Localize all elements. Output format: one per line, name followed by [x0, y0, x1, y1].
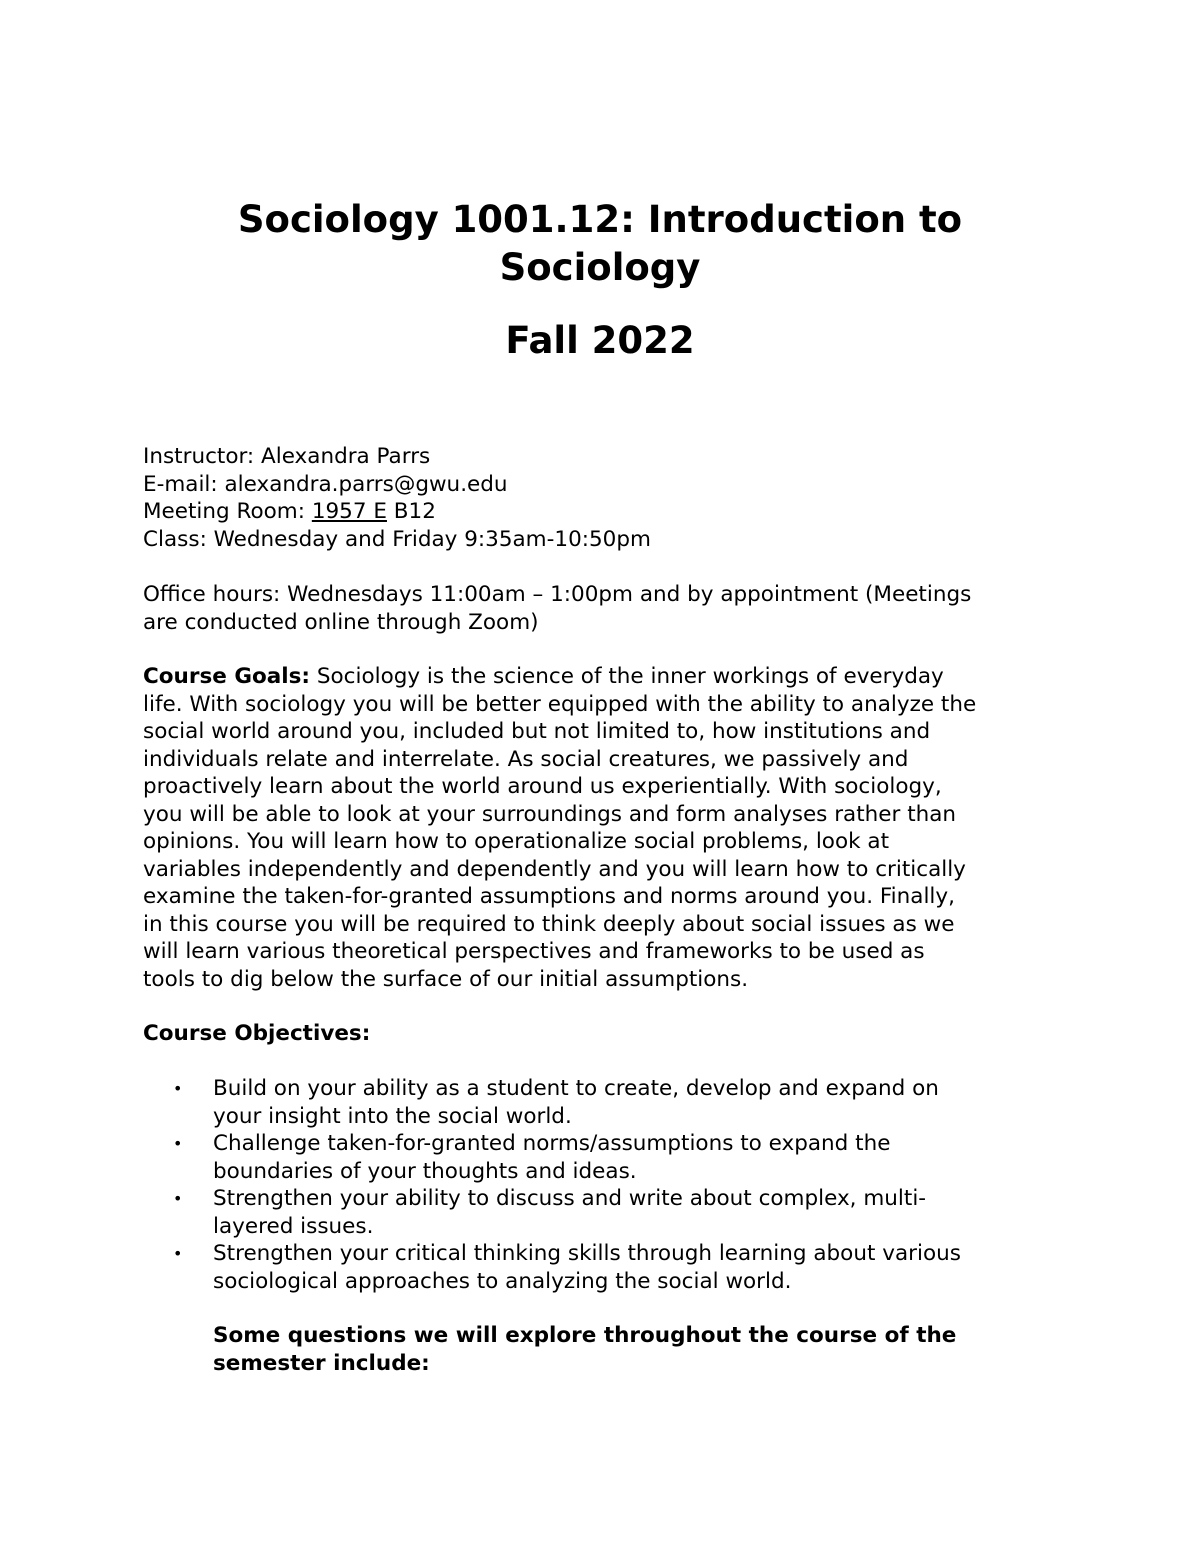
questions-heading	[213, 1322, 1073, 1377]
objective-line: boundaries of your thoughts and ideas.	[213, 1158, 637, 1184]
bullet-icon: •	[173, 1079, 183, 1098]
objectives-heading: Course Objectives:	[143, 1021, 371, 1046]
objective-line: Strengthen your ability to discuss and write about complex, multi-	[213, 1186, 927, 1211]
instructor-line: Instructor: Alexandra Parrs	[143, 444, 431, 469]
office-hours-line-1: Office hours: Wednesdays 11:00am – 1:00pm and by appointment (Meetings	[143, 582, 972, 607]
course-goals-line: individuals relate and interrelate. As social creatures, we passively and	[143, 746, 909, 772]
term-title: Fall 2022	[505, 319, 695, 362]
office-hours	[143, 581, 1063, 636]
course-goals-line: proactively learn about the world around us experientially. With sociology,	[143, 774, 942, 799]
meeting-room-link[interactable]: 1957 E	[311, 499, 387, 524]
meeting-room-suffix: B12	[386, 499, 436, 524]
bullet-icon: •	[173, 1189, 183, 1208]
course-title-line-2: Sociology	[499, 246, 701, 289]
list-item	[143, 1075, 1063, 1130]
class-time-line: Class: Wednesday and Friday 9:35am-10:50pm	[143, 526, 651, 552]
list-item	[143, 1185, 1063, 1240]
course-goals-line: social world around you, included but not limited to, how institutions and	[143, 719, 931, 744]
objectives-list	[143, 1075, 1063, 1295]
list-item	[143, 1240, 1063, 1295]
course-goals-line: examine the taken-for-granted assumptions and norms around you. Finally,	[143, 884, 955, 909]
course-goals-line: you will be able to look at your surroundings and form analyses rather than	[143, 801, 957, 827]
course-goals-line: variables independently and dependently and you will learn how to critically	[143, 856, 966, 882]
objective-line: sociological approaches to analyzing the social world.	[213, 1268, 792, 1294]
course-title-line-1: Sociology 1001.12: Introduction to	[237, 198, 963, 241]
office-hours-line-2: are conducted online through Zoom)	[143, 609, 539, 635]
objective-line: your insight into the social world.	[213, 1103, 572, 1129]
bullet-icon: •	[173, 1244, 183, 1263]
course-goals-line: opinions. You will learn how to operationalize social problems, look at	[143, 829, 890, 854]
course-goals-line: in this course you will be required to think deeply about social issues as we	[143, 911, 955, 937]
course-goals-label: Course Goals:	[143, 664, 311, 689]
course-goals-line: life. With sociology you will be better equipped with the ability to analyze the	[143, 691, 977, 717]
list-item	[143, 1130, 1063, 1185]
objective-line: Build on your ability as a student to create, develop and expand on	[213, 1076, 939, 1101]
meeting-room-line	[143, 498, 1063, 526]
objective-line: Strengthen your critical thinking skills through learning about various	[213, 1241, 961, 1266]
meeting-room-label: Meeting Room:	[143, 499, 312, 524]
questions-line-2: semester include:	[213, 1350, 430, 1376]
course-goals-text: Sociology is the science of the inner workings of everyday	[310, 664, 944, 689]
objective-line: Challenge taken-for-granted norms/assumptions to expand the	[213, 1131, 891, 1156]
course-info	[143, 443, 1063, 553]
course-goals-line	[143, 663, 1063, 691]
course-goals	[143, 663, 1063, 993]
questions-line-1: Some questions we will explore throughout the course of the	[213, 1323, 957, 1348]
objective-line: layered issues.	[213, 1213, 374, 1239]
email-line[interactable]: E-mail: alexandra.parrs@gwu.edu	[143, 471, 508, 497]
course-title	[143, 196, 1057, 292]
course-goals-line: will learn various theoretical perspectives and frameworks to be used as	[143, 939, 925, 964]
bullet-icon: •	[173, 1134, 183, 1153]
course-goals-line: tools to dig below the surface of our initial assumptions.	[143, 966, 749, 992]
